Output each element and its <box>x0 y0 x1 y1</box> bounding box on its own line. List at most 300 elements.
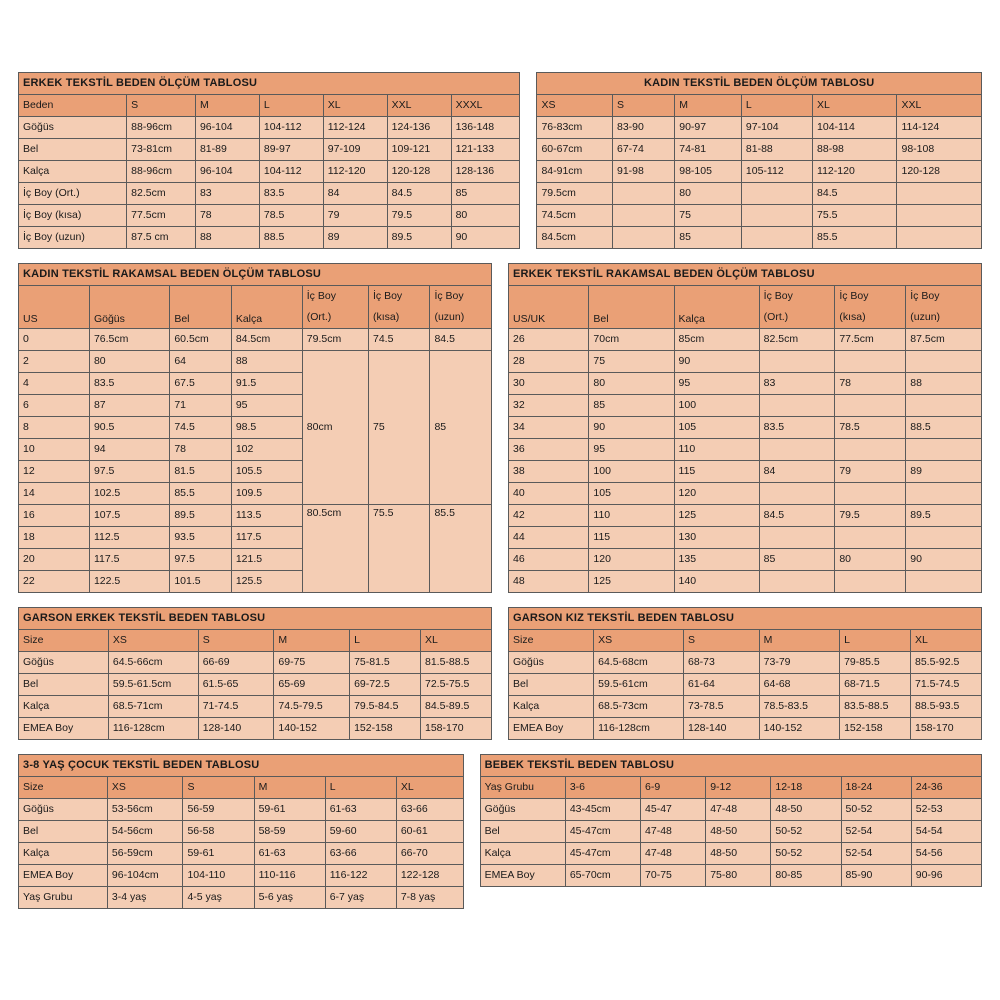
cell: 66-69 <box>198 652 274 674</box>
cell: 6 <box>19 395 90 417</box>
cell: 104-114 <box>813 117 897 139</box>
cell: 71.5-74.5 <box>911 674 982 696</box>
cell: 56-58 <box>183 821 254 843</box>
cell <box>835 527 906 549</box>
table-row <box>537 117 982 139</box>
cell: 109.5 <box>231 483 302 505</box>
cell: 79.5-84.5 <box>350 696 421 718</box>
table-title-row <box>19 608 492 630</box>
inseam-uzun-group1: 85 <box>430 351 492 505</box>
table-row <box>537 183 982 205</box>
inseam-uzun-group2: 85.5 <box>430 505 492 593</box>
cell: 59.5-61cm <box>594 674 684 696</box>
cell: Göğüs <box>19 799 108 821</box>
cell: 158-170 <box>421 718 492 740</box>
cell: 100 <box>589 461 674 483</box>
table-row <box>480 821 981 843</box>
cell: 0 <box>19 329 90 351</box>
cell: 78 <box>195 205 259 227</box>
cell: 5-6 yaş <box>254 887 325 909</box>
cell: 84 <box>759 461 835 483</box>
table-title-row <box>19 755 464 777</box>
cell: 85-90 <box>841 865 911 887</box>
cell: 105 <box>674 417 759 439</box>
cell: 69-75 <box>274 652 350 674</box>
cell: 45-47cm <box>565 821 640 843</box>
cell: 88-96cm <box>127 117 196 139</box>
cell: 3-4 yaş <box>107 887 183 909</box>
table-row <box>19 351 492 373</box>
cell: 77.5cm <box>127 205 196 227</box>
cell: 71-74.5 <box>198 696 274 718</box>
cell: 85.5 <box>170 483 231 505</box>
cell: Göğüs <box>19 117 127 139</box>
cell <box>759 439 835 461</box>
cell: 42 <box>509 505 589 527</box>
cell: 52-53 <box>911 799 981 821</box>
col-header: XS <box>108 630 198 652</box>
col-header: XL <box>323 95 387 117</box>
row-numeric-size-tables <box>18 263 982 593</box>
cell: 88-98 <box>813 139 897 161</box>
cell: 85 <box>451 183 520 205</box>
cell: 135 <box>674 549 759 571</box>
cell: 104-112 <box>259 161 323 183</box>
cell: 85.5-92.5 <box>911 652 982 674</box>
cell: 74.5cm <box>537 205 613 227</box>
table-row <box>19 718 492 740</box>
cell: 109-121 <box>387 139 451 161</box>
cell: EMEA Boy <box>509 718 594 740</box>
cell: 79 <box>323 205 387 227</box>
cell: 104-110 <box>183 865 254 887</box>
cell: 90-96 <box>911 865 981 887</box>
cell: 38 <box>509 461 589 483</box>
col-header: İç Boy <box>759 286 835 308</box>
cell: 83.5 <box>759 417 835 439</box>
cell: 94 <box>89 439 169 461</box>
inseam-ort-group1: 80cm <box>302 351 368 505</box>
col-header: L <box>325 777 396 799</box>
cell: EMEA Boy <box>19 865 108 887</box>
cell: 125 <box>674 505 759 527</box>
col-header: 24-36 <box>911 777 981 799</box>
erkek-tekstil-title: ERKEK TEKSTİL BEDEN ÖLÇÜM TABLOSU <box>19 73 520 95</box>
cell: Göğüs <box>19 652 109 674</box>
col-header: (kısa) <box>835 307 906 329</box>
cell: 97.5 <box>89 461 169 483</box>
table-title-row <box>509 264 982 286</box>
cell: 120-128 <box>387 161 451 183</box>
cell <box>759 483 835 505</box>
cell: 89 <box>323 227 387 249</box>
table-title-row <box>537 73 982 95</box>
col-header: İç Boy <box>302 286 368 308</box>
table-row <box>537 205 982 227</box>
bebek-title: BEBEK TEKSTİL BEDEN TABLOSU <box>480 755 981 777</box>
cell: 73-81cm <box>127 139 196 161</box>
cell: 85cm <box>674 329 759 351</box>
cell: 88.5 <box>259 227 323 249</box>
cell <box>741 227 812 249</box>
cell: 81.5 <box>170 461 231 483</box>
col-header: İç Boy <box>430 286 492 308</box>
cell: 63-66 <box>396 799 463 821</box>
table-row <box>19 799 464 821</box>
cell: 4-5 yaş <box>183 887 254 909</box>
cell: 82.5cm <box>127 183 196 205</box>
cell: 84.5 <box>430 329 492 351</box>
col-header: (kısa) <box>368 307 429 329</box>
cell: 59-61 <box>254 799 325 821</box>
cell: 79.5cm <box>537 183 613 205</box>
cell: 120-128 <box>897 161 982 183</box>
cell: 124-136 <box>387 117 451 139</box>
cell: 80 <box>89 351 169 373</box>
col-header: 3-6 <box>565 777 640 799</box>
cell: 47-48 <box>641 843 706 865</box>
col-header: XXL <box>387 95 451 117</box>
cell: 112.5 <box>89 527 169 549</box>
cell: 87.5cm <box>906 329 982 351</box>
cell: Kalça <box>509 696 594 718</box>
cell: 85 <box>759 549 835 571</box>
col-header: (uzun) <box>906 307 982 329</box>
cell: 80 <box>589 373 674 395</box>
cell: 20 <box>19 549 90 571</box>
table-row <box>509 652 982 674</box>
col-header: Bel <box>589 286 674 329</box>
col-header: Göğüs <box>89 286 169 329</box>
table-row <box>480 865 981 887</box>
table-row <box>537 139 982 161</box>
table-row <box>19 843 464 865</box>
cell: 43-45cm <box>565 799 640 821</box>
cell: 48-50 <box>706 821 771 843</box>
col-header: L <box>259 95 323 117</box>
inseam-kisa-group2: 75.5 <box>368 505 429 593</box>
col-header: L <box>350 630 421 652</box>
cell: Kalça <box>19 843 108 865</box>
table-header-row <box>509 630 982 652</box>
cell <box>741 205 812 227</box>
cell: 74.5-79.5 <box>274 696 350 718</box>
cell: 83 <box>759 373 835 395</box>
cell: 140 <box>674 571 759 593</box>
col-header: S <box>613 95 675 117</box>
cell: 90 <box>451 227 520 249</box>
col-header: XL <box>396 777 463 799</box>
cell: 130 <box>674 527 759 549</box>
col-header: (Ort.) <box>759 307 835 329</box>
col-header: M <box>675 95 742 117</box>
inseam-ort-group2: 80.5cm <box>302 505 368 593</box>
table-row <box>19 652 492 674</box>
col-header: Kalça <box>674 286 759 329</box>
cell <box>613 227 675 249</box>
cell: Kalça <box>19 696 109 718</box>
kadin-tekstil-table <box>536 72 982 249</box>
cell: 78 <box>170 439 231 461</box>
cell: 88 <box>195 227 259 249</box>
cell: 70-75 <box>641 865 706 887</box>
cell: 84.5 <box>387 183 451 205</box>
table-row <box>509 329 982 351</box>
col-header: Size <box>509 630 594 652</box>
cell: 84 <box>323 183 387 205</box>
row-garson-tables <box>18 607 982 740</box>
table-row <box>19 117 520 139</box>
kadin-rakamsal-title: KADIN TEKSTİL RAKAMSAL BEDEN ÖLÇÜM TABLOSU <box>19 264 492 286</box>
cell: 59-61 <box>183 843 254 865</box>
cell: 110-116 <box>254 865 325 887</box>
cell: 90.5 <box>89 417 169 439</box>
cell: 128-140 <box>683 718 759 740</box>
col-header: M <box>759 630 839 652</box>
garson-kiz-table <box>508 607 982 740</box>
col-header: Bel <box>170 286 231 329</box>
table-row <box>509 373 982 395</box>
cell <box>835 483 906 505</box>
table-row <box>19 505 492 527</box>
cell: 50-52 <box>841 799 911 821</box>
cell: 152-158 <box>350 718 421 740</box>
cell: EMEA Boy <box>480 865 565 887</box>
cell: 82.5cm <box>759 329 835 351</box>
cell <box>897 183 982 205</box>
cell: 116-128cm <box>594 718 684 740</box>
cell: 75-81.5 <box>350 652 421 674</box>
col-header: XXL <box>897 95 982 117</box>
cell: 110 <box>589 505 674 527</box>
cell: 48-50 <box>706 843 771 865</box>
cell: 102.5 <box>89 483 169 505</box>
cell <box>835 351 906 373</box>
cell: 84.5 <box>813 183 897 205</box>
cell: Bel <box>19 674 109 696</box>
cell: 95 <box>589 439 674 461</box>
cell: 61-63 <box>325 799 396 821</box>
cell: 87 <box>89 395 169 417</box>
table-title-row <box>509 608 982 630</box>
cell: 64-68 <box>759 674 839 696</box>
cell <box>613 183 675 205</box>
garson-erkek-title: GARSON ERKEK TEKSTİL BEDEN TABLOSU <box>19 608 492 630</box>
cell: 104-112 <box>259 117 323 139</box>
table-row <box>509 674 982 696</box>
cell: 88 <box>906 373 982 395</box>
table-header-row <box>19 95 520 117</box>
col-header: Size <box>19 777 108 799</box>
cell: 85 <box>589 395 674 417</box>
cell: 68.5-73cm <box>594 696 684 718</box>
cell: 87.5 cm <box>127 227 196 249</box>
col-header: L <box>840 630 911 652</box>
col-header: XL <box>421 630 492 652</box>
cell: 60.5cm <box>170 329 231 351</box>
garson-kiz-title: GARSON KIZ TEKSTİL BEDEN TABLOSU <box>509 608 982 630</box>
cell: 44 <box>509 527 589 549</box>
kadin-tekstil-table-wrap <box>536 72 982 249</box>
cell: 80 <box>675 183 742 205</box>
col-header: US/UK <box>509 286 589 329</box>
cell: 56-59cm <box>107 843 183 865</box>
cell: 64.5-68cm <box>594 652 684 674</box>
table-row <box>480 799 981 821</box>
cell: 121.5 <box>231 549 302 571</box>
cell: 120 <box>589 549 674 571</box>
cell: 83 <box>195 183 259 205</box>
cell: 54-54 <box>911 821 981 843</box>
cell: 128-140 <box>198 718 274 740</box>
table-row <box>509 549 982 571</box>
cell: 88-96cm <box>127 161 196 183</box>
row-children-tables <box>18 754 982 909</box>
cell: 91.5 <box>231 373 302 395</box>
cell: 128-136 <box>451 161 520 183</box>
cell: Bel <box>509 674 594 696</box>
cell: 61-64 <box>683 674 759 696</box>
cell: 68-73 <box>683 652 759 674</box>
cell: 48-50 <box>771 799 841 821</box>
cell: 98.5 <box>231 417 302 439</box>
table-row <box>509 461 982 483</box>
table-row <box>19 821 464 843</box>
cell: 47-48 <box>641 821 706 843</box>
cell: Bel <box>19 139 127 161</box>
cell: 79.5 <box>835 505 906 527</box>
cell: 79-85.5 <box>840 652 911 674</box>
cell: 77.5cm <box>835 329 906 351</box>
cell: 61-63 <box>254 843 325 865</box>
cell: 98-108 <box>897 139 982 161</box>
table-title-row <box>480 755 981 777</box>
cell: 2 <box>19 351 90 373</box>
cell: 114-124 <box>897 117 982 139</box>
cell: 83.5 <box>259 183 323 205</box>
cell <box>613 205 675 227</box>
erkek-tekstil-table-wrap <box>18 72 520 249</box>
cell: 69-72.5 <box>350 674 421 696</box>
cell: 74.5 <box>368 329 429 351</box>
garson-erkek-table <box>18 607 492 740</box>
col-header: XL <box>813 95 897 117</box>
cell: 80 <box>835 549 906 571</box>
cell: 4 <box>19 373 90 395</box>
cell: 78 <box>835 373 906 395</box>
cell <box>759 351 835 373</box>
table-row <box>509 439 982 461</box>
cell: 6-7 yaş <box>325 887 396 909</box>
cell: EMEA Boy <box>19 718 109 740</box>
table-title-row <box>19 73 520 95</box>
col-header: 9-12 <box>706 777 771 799</box>
table-row <box>19 674 492 696</box>
cell: 97.5 <box>170 549 231 571</box>
cell: 81-88 <box>741 139 812 161</box>
cell: 89.5 <box>170 505 231 527</box>
cell: 93.5 <box>170 527 231 549</box>
cell: 50-52 <box>771 843 841 865</box>
cell: 90 <box>674 351 759 373</box>
cell: 112-124 <box>323 117 387 139</box>
cell: 84.5cm <box>231 329 302 351</box>
cell: Göğüs <box>509 652 594 674</box>
cell <box>906 483 982 505</box>
kadin-rakamsal-table <box>18 263 492 593</box>
cell: 14 <box>19 483 90 505</box>
cell: 60-61 <box>396 821 463 843</box>
table-row <box>19 865 464 887</box>
table-row <box>19 139 520 161</box>
cell: 96-104 <box>195 161 259 183</box>
cell <box>906 351 982 373</box>
cell: 54-56 <box>911 843 981 865</box>
table-row <box>480 843 981 865</box>
table-row <box>509 718 982 740</box>
cell: 105-112 <box>741 161 812 183</box>
cell: 81.5-88.5 <box>421 652 492 674</box>
cell: Kalça <box>19 161 127 183</box>
col-header: M <box>254 777 325 799</box>
col-header: 6-9 <box>641 777 706 799</box>
erkek-rakamsal-table <box>508 263 982 593</box>
cell <box>835 439 906 461</box>
cell: Bel <box>19 821 108 843</box>
table-row <box>509 571 982 593</box>
cell: 48 <box>509 571 589 593</box>
cell: 78.5 <box>259 205 323 227</box>
col-header: S <box>183 777 254 799</box>
cell: 117.5 <box>89 549 169 571</box>
cell: 79.5 <box>387 205 451 227</box>
cell: 83-90 <box>613 117 675 139</box>
table-row <box>19 205 520 227</box>
cell: 122-128 <box>396 865 463 887</box>
cocuk-table-wrap <box>18 754 464 909</box>
kadin-rakamsal-table-wrap <box>18 263 492 593</box>
cell: 88 <box>231 351 302 373</box>
col-header: Kalça <box>231 286 302 329</box>
cell: 101.5 <box>170 571 231 593</box>
table-row <box>537 161 982 183</box>
cell: 112-120 <box>323 161 387 183</box>
col-header: S <box>198 630 274 652</box>
cell: 72.5-75.5 <box>421 674 492 696</box>
cell: 88.5-93.5 <box>911 696 982 718</box>
cell: 84.5-89.5 <box>421 696 492 718</box>
table-header-row <box>537 95 982 117</box>
table-title-row <box>19 264 492 286</box>
cell: 66-70 <box>396 843 463 865</box>
cell: İç Boy (uzun) <box>19 227 127 249</box>
cell: İç Boy (Ort.) <box>19 183 127 205</box>
cell: 74-81 <box>675 139 742 161</box>
cell: Yaş Grubu <box>19 887 108 909</box>
cell: 56-59 <box>183 799 254 821</box>
cell: 96-104cm <box>107 865 183 887</box>
col-header: S <box>683 630 759 652</box>
cell <box>906 571 982 593</box>
cell: 8 <box>19 417 90 439</box>
cell: 34 <box>509 417 589 439</box>
col-header: XS <box>594 630 684 652</box>
cell: 59-60 <box>325 821 396 843</box>
cell: 70cm <box>589 329 674 351</box>
cell: 115 <box>589 527 674 549</box>
inseam-kisa-group1: 75 <box>368 351 429 505</box>
col-header: Size <box>19 630 109 652</box>
